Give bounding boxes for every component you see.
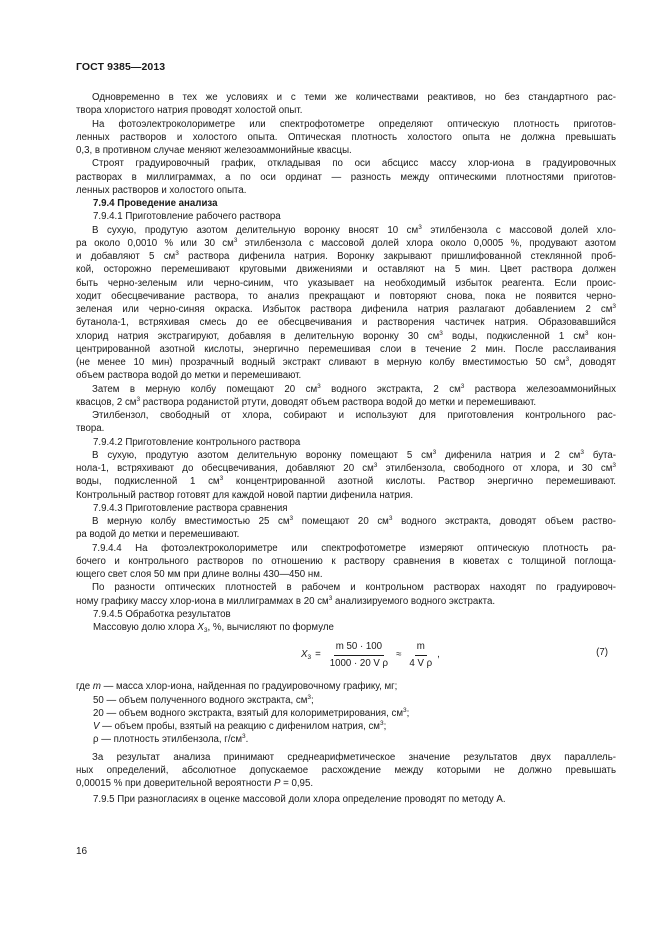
text-line: ходит обесцвечивание раствора, то анализ прекращают и повторяют снова, пока не появится черно- <box>76 290 616 302</box>
superscript: 3 <box>379 720 384 727</box>
paragraph-blank-test <box>76 91 616 118</box>
text-line: Контрольный раствор готовят для каждой новой партии дифенила натрия. <box>76 489 414 501</box>
paragraph-control-solution <box>76 449 616 502</box>
text-line <box>76 250 616 263</box>
superscript: 3 <box>612 303 616 310</box>
variable: m <box>92 681 101 693</box>
text-fragment: раствора роданистой ртути, доводят объем раствора водой до метки и перемешивают. <box>140 396 537 408</box>
equation-number: (7) <box>596 647 608 659</box>
text-fragment: бута- <box>583 449 616 461</box>
text-fragment: водного экстракта, 2 см <box>320 383 461 395</box>
paragraph-calibration-graph <box>76 157 616 197</box>
fraction-simplified <box>407 640 434 670</box>
text-line <box>76 475 616 488</box>
text-line: Одновременно в тех же условиях и с теми же количествами реактивов, но без стандартного рас- <box>92 92 616 103</box>
text-fragment: анализируемого водного экстракта. <box>332 595 496 607</box>
text-line: объем раствора водой до метки и перемешивают. <box>76 370 302 382</box>
superscript: 3 <box>418 223 422 231</box>
superscript: 3 <box>432 448 437 456</box>
paragraph-7-9-5: 7.9.5 При разногласиях в оценке массовой доли хлора определение проводят по методу А. <box>93 794 506 806</box>
page-body <box>76 91 616 807</box>
text-fragment: — объем пробы, взятый на реакцию с дифенилом натрия, см <box>99 721 380 732</box>
text-fragment: Затем в мерную колбу помещают 20 см <box>92 383 318 395</box>
text-line: ленных растворов и холостого опыта. Оптическая плотность холостого опыта не должна превышать <box>76 131 616 143</box>
text-line <box>76 595 616 608</box>
text-fragment: квасцов, 2 см <box>76 396 137 408</box>
variable: X <box>301 649 308 661</box>
text-fragment: Массовую долю хлора <box>93 622 198 633</box>
text-line <box>76 449 616 462</box>
where-item <box>76 680 616 693</box>
superscript: 3 <box>289 515 294 522</box>
text-line <box>76 383 616 396</box>
text-fragment: воды, подкисленной 1 см <box>442 330 585 342</box>
fraction-denominator: 4 V ρ <box>409 657 433 669</box>
superscript: 3 <box>373 462 378 469</box>
text-fragment: В мерную колбу вместимостью 25 см <box>92 516 290 527</box>
superscript: 3 <box>403 706 407 714</box>
subsection-heading-7-9-4-3: 7.9.4.3 Приготовление раствора сравнения <box>93 502 288 514</box>
text-fragment: кон- <box>588 330 616 342</box>
text-line: твора хлористого натрия проводят холостой опыт. <box>76 105 303 117</box>
subscript: 3 <box>307 654 312 662</box>
text-line <box>76 515 616 528</box>
text-fragment: этилбензола, свободного от хлора, и 30 см <box>377 463 613 474</box>
paragraph-optical-density <box>76 118 616 158</box>
variable: P <box>273 778 281 789</box>
paragraph-result <box>76 751 616 791</box>
text-line <box>76 224 616 237</box>
where-item <box>76 694 616 707</box>
text-fragment: раствора дифенила натрия. Воронку закрывают пришлифованной стеклянной проб- <box>178 251 616 262</box>
text-fragment: — масса хлор-иона, найденная по градуировочному графику, мг; <box>100 681 398 693</box>
paragraph-density-difference <box>76 581 616 608</box>
text-line <box>76 777 616 790</box>
superscript: 3 <box>584 329 589 337</box>
paragraph-7-9-4-4 <box>76 542 616 582</box>
text-fragment: этилбензола с массовой долей хло- <box>421 224 616 236</box>
text-fragment: помещают 20 см <box>293 516 389 527</box>
where-item <box>76 733 616 746</box>
text-fragment: нола-1, встряхивают до обесцвечивания, добавляют 20 см <box>76 463 374 474</box>
variable: V <box>93 721 100 732</box>
text-fragment: где <box>76 681 93 693</box>
variable: X <box>197 622 204 633</box>
paragraph-working-solution <box>76 224 616 436</box>
formula-intro <box>76 621 616 634</box>
text-fragment: (не менее 10 мин) прозрачный водный экстракт сливают в мерную колбу вместимостью 50 см <box>76 357 566 368</box>
subsection-heading-7-9-4-2: 7.9.4.2 Приготовление контрольного раствора <box>93 436 301 448</box>
text-line: бочего и контрольного растворов по отношению к раствору сравнения в кюветах с толщиной поглоща- <box>76 555 616 567</box>
text-fragment: водного экстракта, доводят объем раство- <box>392 516 617 527</box>
superscript: 3 <box>136 395 141 403</box>
text-line: По разности оптических плотностей в рабочем и контрольном растворах находят по градуировоч- <box>92 582 616 594</box>
superscript: 3 <box>175 250 179 257</box>
text-line: 7.9.4.4 На фотоэлектроколориметре или спектрофотометре измеряют оптическую плотность ра- <box>92 542 616 554</box>
text-fragment: раствора железоаммонийных <box>464 383 616 395</box>
text-fragment: В сухую, продутую азотом делительную воронку помещают 5 см <box>92 449 433 461</box>
subsection-heading-7-9-4-5: 7.9.4.5 Обработка результатов <box>93 608 231 620</box>
formula-block <box>76 638 616 678</box>
text-fragment: = 0,95. <box>280 778 314 789</box>
fraction-full <box>328 640 390 670</box>
superscript: 3 <box>439 329 443 337</box>
text-fragment: , %, вычисляют по формуле <box>207 622 334 633</box>
paragraph-reference-solution <box>76 515 616 542</box>
text-fragment: , доводят <box>569 357 616 368</box>
text-line <box>76 356 616 369</box>
text-line <box>76 303 616 316</box>
superscript: 3 <box>460 382 465 390</box>
document-header: ГОСТ 9385—2013 <box>76 61 166 73</box>
text-fragment: дифенила натрия и 2 см <box>436 449 581 461</box>
text-fragment: ному графику массу хлор-иона в миллиграммах в 20 см <box>76 595 329 607</box>
formula-7 <box>301 640 440 670</box>
text-fragment: воды, подкисленной 1 см <box>76 476 220 488</box>
text-line <box>76 462 616 475</box>
text-fragment: ра около 0,0010 % или 30 см <box>76 237 234 249</box>
where-item <box>76 707 616 720</box>
section-heading-7-9-4: 7.9.4 Проведение анализа <box>93 198 218 209</box>
text-line: ра водой до метки и перемешивают. <box>76 529 240 541</box>
text-fragment: зеленая или черно-синяя окраска. Избыток раствора дифенила натрия разлагают добавлением 2 см <box>76 304 613 315</box>
text-line: 0,3, в противном случае меняют железоаммонийные квасцы. <box>76 145 352 156</box>
where-item <box>76 720 616 733</box>
where-list <box>76 680 616 746</box>
text-fragment: 20 — объем водного экстракта, взятый для колориметрирования, см <box>93 707 404 719</box>
text-line: центрированной азотной кислоты, энергично перемешивая слои в течение 2 мин. После расслаивания <box>76 343 616 355</box>
text-fragment: ; <box>383 721 387 732</box>
text-fragment: и добавляют 5 см <box>76 251 176 262</box>
text-fragment: ; <box>406 707 410 719</box>
text-line <box>76 396 616 409</box>
text-line: Строят градуировочный график, откладывая по оси абсцисс массу хлор-иона в градуировочных <box>92 158 616 170</box>
subsection-heading-7-9-4-1: 7.9.4.1 Приготовление рабочего раствора <box>93 211 281 223</box>
text-line: За результат анализа принимают среднеарифметическое значение результатов двух параллель- <box>92 751 616 763</box>
text-line: ных определений, абсолютное допускаемое расхождение между которыми не должно превышать <box>76 764 616 776</box>
text-line: ленных растворов и холостого опыта. <box>76 184 247 196</box>
text-line: бутанола-1, встряхивая смесь до ее обесцвечивания и растворения частичек натрия. Образовавшийся <box>76 317 616 329</box>
superscript: 3 <box>565 356 570 363</box>
text-line: растворах в миллиграммах, а по оси ординат — разность между оптическими плотностями приготов- <box>76 171 616 183</box>
subscript: 3 <box>203 627 208 634</box>
text-fragment: . <box>245 734 249 746</box>
fraction-denominator: 1000 · 20 V ρ <box>329 657 389 669</box>
text-fragment: ; <box>311 694 314 706</box>
text-line: На фотоэлектроколориметре или спектрофотометре определяют оптическую плотность приготов- <box>92 118 616 130</box>
superscript: 3 <box>612 462 616 469</box>
superscript: 3 <box>317 382 321 390</box>
text-fragment: 0,00015 % при доверительной вероятности <box>76 778 274 789</box>
text-fragment: В сухую, продутую азотом делительную воронку вносят 10 см <box>92 224 419 236</box>
page-number: 16 <box>76 846 88 857</box>
text-fragment: 50 — объем полученного водного экстракта, см <box>93 694 308 706</box>
equals-sign: = <box>315 649 321 661</box>
fraction-numerator: m 50 · 100 <box>334 640 384 655</box>
fraction-numerator: m <box>415 640 427 655</box>
formula-comma: , <box>437 649 440 661</box>
text-fragment: хлорид натрия экстрагируют, добавляя в делительную воронку 30 см <box>76 330 440 342</box>
superscript: 3 <box>307 693 312 701</box>
superscript: 3 <box>233 236 238 244</box>
text-line <box>76 330 616 343</box>
text-fragment: ρ — плотность этилбензола, г/см <box>93 734 243 746</box>
superscript: 3 <box>580 448 584 456</box>
approx-sign: ≈ <box>396 649 402 661</box>
text-line: кой, осторожно перемешивают круговыми движениями и оставляют на 5 мин. Цвет раствора должен <box>76 264 616 276</box>
formula-lhs <box>301 648 311 661</box>
text-line: ющего свет слоя 50 мм при длине волны 430—450 нм. <box>76 569 323 580</box>
text-line: быть черно-зеленым или черно-синим, что указывает на необходимый избыток реагента. Если проис- <box>76 277 616 289</box>
superscript: 3 <box>388 515 393 522</box>
text-fragment: концентрированной азотной кислоты. Раствор энергично перемешивают. <box>223 476 616 488</box>
superscript: 3 <box>219 475 224 483</box>
text-line: Этилбензол, свободный от хлора, собирают и используют для приготовления контрольного рас- <box>92 410 616 421</box>
superscript: 3 <box>242 733 246 741</box>
text-line: твора. <box>76 423 105 435</box>
superscript: 3 <box>328 594 333 602</box>
text-line <box>76 237 616 250</box>
text-fragment: этилбензола с массовой долей хлора около 0,0005 %, продувают азотом <box>237 237 616 249</box>
